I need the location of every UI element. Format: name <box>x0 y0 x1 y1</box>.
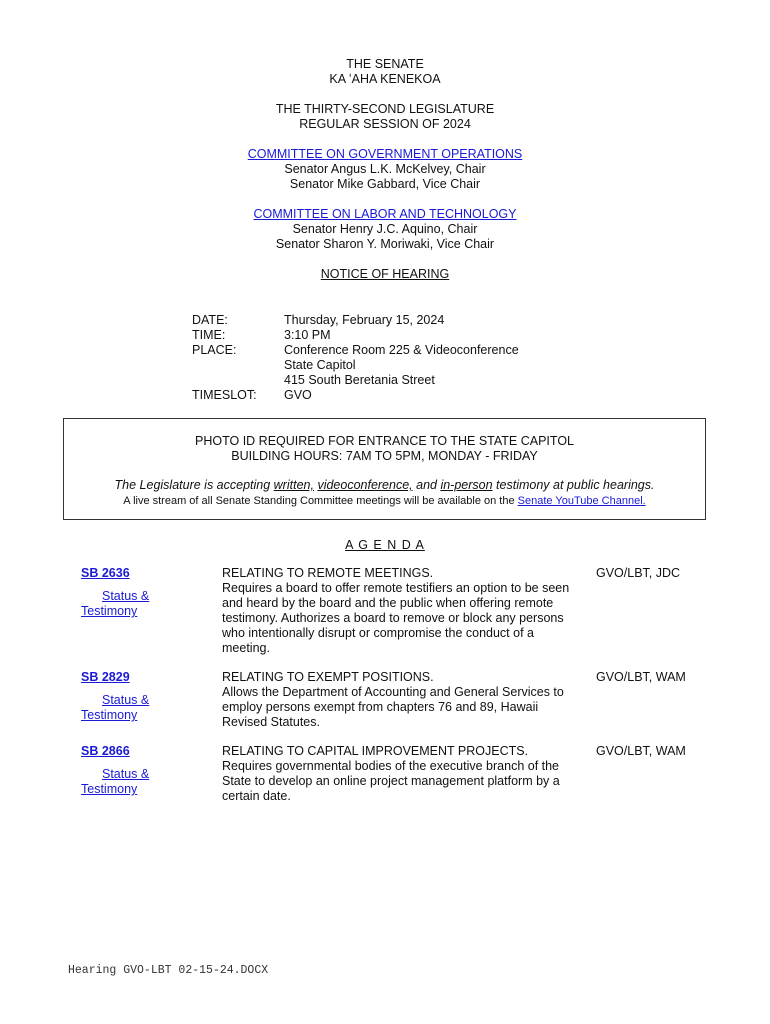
committee-gvo-link[interactable]: COMMITTEE ON GOVERNMENT OPERATIONS <box>247 147 523 161</box>
agenda-heading: A G E N D A <box>345 538 425 552</box>
bill-referral: GVO/LBT, JDC <box>596 566 681 580</box>
notice-of-hearing-heading: NOTICE OF HEARING <box>320 267 450 281</box>
testimony-notice: The Legislature is accepting written, videoconference, and in-person testimony at public hearings. <box>114 478 655 492</box>
committee-lbt-link[interactable]: COMMITTEE ON LABOR AND TECHNOLOGY <box>253 207 517 221</box>
place-label: PLACE: <box>192 343 237 357</box>
timeslot-value: GVO <box>284 388 312 402</box>
videoconference-link[interactable]: videoconference, <box>317 478 413 492</box>
photo-id-notice: PHOTO ID REQUIRED FOR ENTRANCE TO THE STATE CAPITOL <box>195 434 574 448</box>
bill-link-sb2866[interactable]: SB 2866 <box>81 744 130 758</box>
chamber-title: THE SENATE <box>346 57 424 71</box>
status-testimony-link-sb2866[interactable]: Status & Testimony <box>81 767 150 796</box>
written-link[interactable]: written, <box>273 478 314 492</box>
document-header <box>0 57 770 282</box>
bill-title: RELATING TO CAPITAL IMPROVEMENT PROJECTS. <box>222 744 529 758</box>
committee-lbt-chair: Senator Henry J.C. Aquino, Chair <box>292 222 478 236</box>
place-line-1: Conference Room 225 & Videoconference <box>284 343 519 357</box>
time-label: TIME: <box>192 328 226 342</box>
building-hours-notice: BUILDING HOURS: 7AM TO 5PM, MONDAY - FRIDAY <box>231 449 538 463</box>
bill-link-sb2636[interactable]: SB 2636 <box>81 566 130 580</box>
session-title: REGULAR SESSION OF 2024 <box>299 117 471 131</box>
bill-referral: GVO/LBT, WAM <box>596 744 686 758</box>
document-filename: Hearing GVO-LBT 02-15-24.DOCX <box>68 964 269 977</box>
place-line-2: State Capitol <box>284 358 356 372</box>
live-stream-notice: A live stream of all Senate Standing Committee meetings will be available on the Senate YouTube Channel. <box>123 495 646 507</box>
bill-description: Allows the Department of Accounting and General Services to employ persons exempt from chapters 76 and 89, Hawaii Revised Statutes. <box>222 685 564 729</box>
committee-gvo-chair: Senator Angus L.K. McKelvey, Chair <box>284 162 486 176</box>
status-testimony-link-sb2636[interactable]: Status & Testimony <box>81 589 150 618</box>
in-person-link[interactable]: in-person <box>440 478 493 492</box>
committee-lbt-vice-chair: Senator Sharon Y. Moriwaki, Vice Chair <box>275 237 495 251</box>
bill-link-sb2829[interactable]: SB 2829 <box>81 670 130 684</box>
bill-referral: GVO/LBT, WAM <box>596 670 686 684</box>
hearing-details <box>192 313 612 403</box>
timeslot-label: TIMESLOT: <box>192 388 257 402</box>
bill-description: Requires a board to offer remote testifiers an option to be seen and heard by the board and the public when offering remote testimony. Authorizes a board to remove or block any persons who intentionally disrupt or compromise the conduct of a meeting. <box>222 581 570 655</box>
place-line-3: 415 South Beretania Street <box>284 373 435 387</box>
youtube-channel-link[interactable]: Senate YouTube Channel. <box>517 495 646 507</box>
bill-title: RELATING TO EXEMPT POSITIONS. <box>222 670 434 684</box>
committee-gvo-vice-chair: Senator Mike Gabbard, Vice Chair <box>289 177 481 191</box>
status-testimony-link-sb2829[interactable]: Status & Testimony <box>81 693 150 722</box>
chamber-title-hawaiian: KA ʻAHA KENEKOA <box>329 72 441 86</box>
legislature-title: THE THIRTY-SECOND LEGISLATURE <box>275 102 495 116</box>
notice-box <box>63 418 706 520</box>
date-label: DATE: <box>192 313 228 327</box>
bill-description: Requires governmental bodies of the executive branch of the State to develop an online project management platform by a certain date. <box>222 759 560 803</box>
time-value: 3:10 PM <box>284 328 331 342</box>
bill-title: RELATING TO REMOTE MEETINGS. <box>222 566 434 580</box>
date-value: Thursday, February 15, 2024 <box>284 313 445 327</box>
